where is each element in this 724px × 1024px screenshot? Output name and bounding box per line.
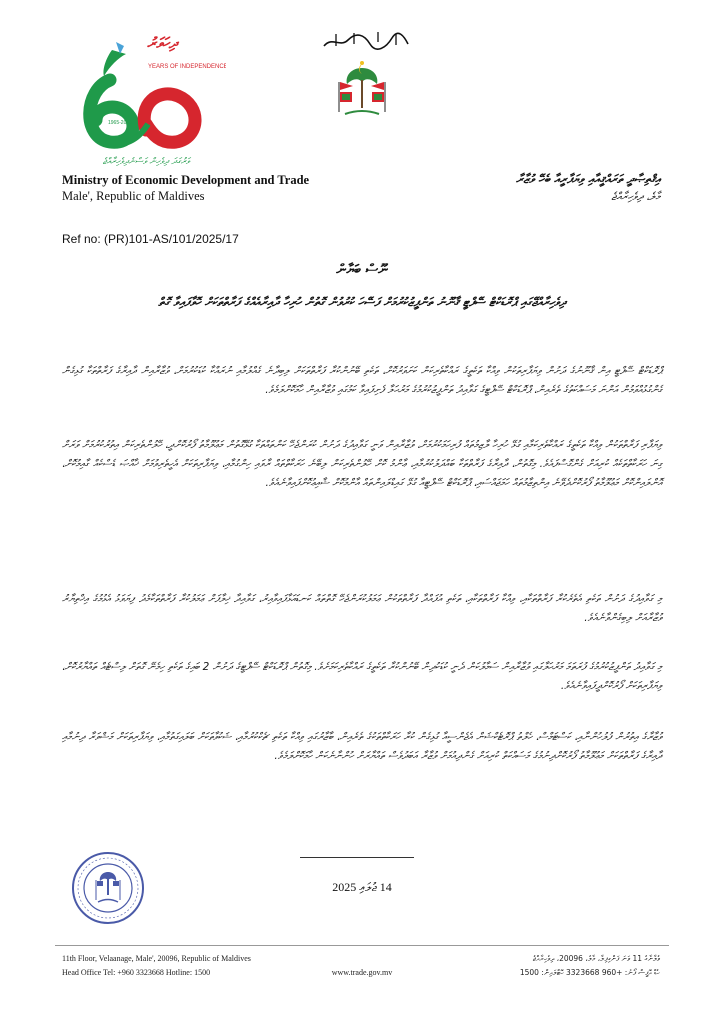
issue-date: 14 ޖުލައި 2025 [332,880,392,894]
body-paragraph-1: ޕްރޮޑަކްޓް ސޭފްޓީ އިން ޤާނޫނުގެ ދަށުން ވިޔަފާރިތަކުން ވިއްކާ ތަކެތީގެ ރައްކާތެރިކަން ކަށަވަރުކޮށް، ތަކެތި ބޭނުންކުރާ ފަރާތްތަކަށް ލިބިދާނެ ގެއްލުމާއި ނުރައްކާ ކުޑަކުރުމަށް، ވުޒާރާއިން ދާއިރާގެ ފަރާތްތަކާ ގުޅިގެން ގެންގުޅުއްވަމުން އަންނަ މަސައްކަތުގެ ތެރެއިން، ޕްރޮޑަކްޓް ސޭފްޓީގެ ގަވާއިދު ތަންފީޒުކުރުމުގެ މަރުޙަލާ ފެށިފައިވާ ކަމުގައި ވުޒާރާއިން ހާމަކޮށްލަމެވެ. [62,365,662,396]
ministry-name-dv: އިޤްތިޞާދީ ތަރައްޤީއާއި ވިޔަފާރީއާ ބެހޭ ވުޒާރާ [516,172,660,186]
ministry-name-en: Ministry of Economic Development and Trade [62,173,310,187]
page-title: ނޫސް ބަޔާން [336,262,388,278]
footer-phone-dv: ހެޑް އޮފީސް ފޯނު: +960 3323668 ހޮޓްލައިން: 1500 [519,968,660,977]
signature-line [300,857,414,858]
body-paragraph-5: ވުޒާރާގެ އިތުރުން ފުލުހުންނާއި، ކަސްޓަމްސް، ހެލްތު ޕްރޮޓެކްޝަން އެޖެންސީއާ ގުޅިގެން ކުރާ ހަރަކާތްތަކުގެ ތެރެއިން، ބާޒާރުގައި ވިއްކާ ތަކެތި ޗެކްކުރުމާއި، ޝަކުވާތަކަށް ބަލައިގަތުމާއި، ވިޔަފާރިތަކަށް މަޝްވަރާ ދިނުމާއި ދާއިރާގެ ފަރާތްތަކަށް މަޢުލޫމާތު ފޯރުކޮށްދިނުމުގެ މަސައްކަތް ކުރިއަށް ގެންދިއުމަށް ވުޒާރާ އަބަދުވެސް ތައްޔާރަށް ހުންނާނެކަން ހާމަކޮށްލަމެވެ. [62,731,662,762]
ministry-name-dv-block [400,170,660,206]
subject-heading: ދިވެހިރާއްޖޭގައި ޕްރޮޑަކްޓް ސޭފްޓީ ޤާނޫނު ތަންފީޒުކުރުމަށް ފަސޭހަ ކުރުވުން ގޮތުން ހުރިހާ ދާއިރާއެއްގެ ފަރާތްތަކަށް ހޮވާފައިވާ ގޮތް [158,295,566,309]
independence-60-logo [66,20,226,170]
logo-years-text: YEARS OF INDEPENDENCE [148,64,226,70]
body-paragraph-3: މި ގަވާއިދުގެ ދަށުން ތަކެތި އެތެރެކުރާ ފަރާތްތަކާއި، ވިއްކާ ފަރާތްތަކާއި، ތަކެތި އުފައްދާ ފަރާތްތަކުން ޢަމަލުކުރަންޖެހޭ ގޮތްތައް ކަނޑައަޅާފައިވާއިރު، ގަވާއިދާ ޚިލާފަށް ޢަމަލުކުރާ ފަރާތްތަކާމެދު ފިޔަވަޅު އެޅުމުގެ އިޚްތިޔާރު ވުޒާރާއަށް ލިބިގެންވާނެއެވެ. [62,593,662,624]
reference-number: Ref no: (PR)101-AS/101/2025/17 [62,232,239,246]
ministry-name-en-block [62,172,309,204]
logo-title-dv: ދިހަވަރު [147,34,177,52]
footer-website-link[interactable]: www.trade.gov.mv [331,968,393,977]
national-emblem-icon [331,58,393,120]
ministry-location-dv: މާލެ، ދިވެހިރާއްޖެ [611,190,660,203]
ministry-seal-icon [70,850,146,926]
logo-year-range: 1965-2025 [108,120,132,126]
ministry-location-en: Male', Republic of Maldives [62,189,205,203]
footer-address-dv: ވެލާނާގެ 11 ވަނަ ފަންގިފިލާ، މާލެ، 20096، ދިވެހިރާއްޖެ [532,954,660,963]
body-paragraph-2: ވިޔަފާރި ފަރާތްތަކުން ވިއްކާ ތަކެތީގެ ރައްކާތެރިކަމާއި ގުޅޭ ހުރިހާ ލާޒިމުތައް ފުރިހަމަކުރުމަށް، ވުޒާރާއިން ވަނީ ގަވާއިދުގެ ދަށުން ކުރަންޖެހޭ ކަންތައްތަކާ ގުޅޭގޮތުން މަޢުލޫމާތު ފޯރުކޮށްދީ، ހޭލުންތެރިކަން އިތުރުކުރުމަށް ވަރަށް ގިނަ ހަރަކާތްތަކެއް ކުރިއަށް ގެންގޮސްފައެވެ. މިގޮތުން، ދާއިރާގެ ފަރާތްތަކާ ބައްދަލުކުރުމާއި، ޢާންމު ކޮށް ހޭލުންތެރިކަން ލިބޭނެ ހަރަކާތްތައް ރާވައި ހިންގުމާއި، ވިޔަފާރިތަކަށް އެހީތެރިވުމަށް ޚާއްޞަ ޑެސްކެއް ގާއިމުކޮށް، އޮންލައިންކޮށް މަޢުލޫމާތު ފޯރުކޮށްދެވޭނެ އިންތިޒާމުތައް ހަމަޖައްސައި، ޕްރޮޑަކްޓް ސޭފްޓީއާ ގުޅޭ ގައިޑްލައިންތައް އާންމުކޮށް ޝާއިޢުކޮށްފައިވާނެއެވެ. [62,439,662,489]
footer-phone-en: Head Office Tel: +960 3323668 Hotline: 1500 [62,968,211,977]
footer-contact-dv [520,952,660,980]
footer-divider [55,945,669,946]
logo-motto-dv: ވަރުގަދަ ދިވެހިން ވަސްނެދިވެހިރާއްޖެ [102,157,190,167]
footer-address-en: 11th Floor, Velaanage, Male', 20096, Republic of Maldives [62,954,251,963]
bismillah-calligraphy [320,30,410,52]
body-paragraph-4: މި ގަވާއިދު ތަންފީޒުކުރުމުގެ ފުރަތަމަ މަރުޙަލާގައި ވުޒާރާއިން ސަމާލުކަން ދެނީ ކުޑަކުދިން ބޭނުންކުރާ ތަކެތީގެ ރައްކާތެރިކަމަށެވެ. މިގޮތުން ޕްރޮޑަކްޓް ސޭފްޓީގެ ދަށުން 2 ބައިގެ ތަކެތި ހިމެނޭ ގޮތަށް ލިސްޓެއް ތައްޔާރުކޮށް، ވިޔަފާރިތަކަށް ފޯރުކޮށްދީފައިވާނެއެވެ. [62,661,662,692]
